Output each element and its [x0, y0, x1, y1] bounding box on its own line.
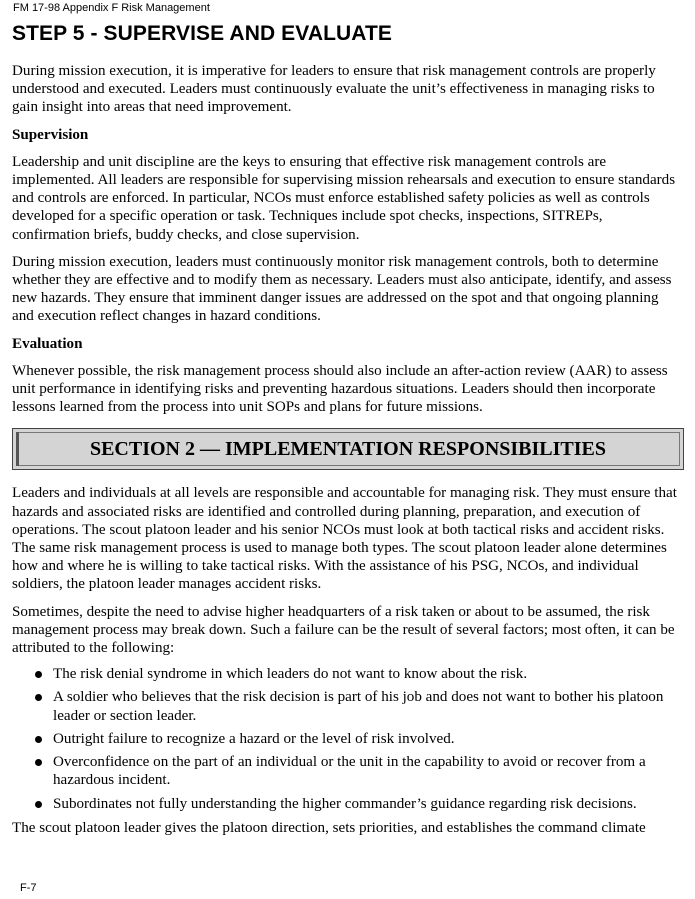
- section-banner-bar: [16, 432, 19, 466]
- step-title: STEP 5 - SUPERVISE AND EVALUATE: [12, 22, 393, 45]
- list-item-text: The risk denial syndrome in which leaders do not want to know about the risk.: [53, 666, 528, 683]
- evaluation-heading: Evaluation: [12, 335, 83, 352]
- section-title: SECTION 2 — IMPLEMENTATION RESPONSIBILITIES: [89, 438, 607, 461]
- page-number: F-7: [20, 882, 37, 894]
- supervision-heading: Supervision: [12, 126, 89, 143]
- list-item: [53, 795, 684, 813]
- bullet-icon: [35, 671, 42, 678]
- section2-paragraph-1: Leaders and individuals at all levels are responsible and accountable for managing risk. They must ensure that hazards and associated risks are identified and controlled during planning, preparation, and execution of operations. The scout platoon leader and his senior NCOs must look at both tactical risks and accident risks. The same risk management process is used to manage both types. The scout platoon leader alone determines how and where he is willing to take tactical risks. With the assistance of his PSG, NCOs, and individual soldiers, the platoon leader manages accident risks.: [12, 485, 677, 593]
- supervision-paragraph-1: Leadership and unit discipline are the keys to ensuring that effective risk management controls are implemented. All leaders are responsible for supervising mission rehearsals and execution to ensure standards and controls are enforced. In particular, NCOs must enforce established safety policies as well as controls developed for a specific operation or task. Techniques include spot checks, inspections, SITREPs, confirmation briefs, buddy checks, and close supervision.: [12, 153, 676, 243]
- bullet-icon: [35, 801, 42, 808]
- intro-paragraph: During mission execution, it is imperative for leaders to ensure that risk management controls are properly understood and executed. Leaders must continuously evaluate the unit’s effectiveness in managing risks to gain insight into areas that need improvement.: [12, 63, 656, 116]
- list-item: [53, 688, 684, 724]
- bullet-icon: [35, 736, 42, 743]
- list-item: [53, 753, 684, 789]
- supervision-paragraph-2: During mission execution, leaders must continuously monitor risk management controls, both to determine whether they are effective and to modify them as necessary. Leaders must also anticipate, identify, and assess new hazards. They ensure that imminent danger issues are addressed on the spot and that ongoing planning and execution reflect changes in hazard conditions.: [12, 253, 672, 325]
- section2-paragraph-3: The scout platoon leader gives the platoon direction, sets priorities, and establishes the command climate: [12, 819, 646, 836]
- list-item: [53, 665, 684, 683]
- list-item: [53, 730, 684, 748]
- section2-paragraph-2: Sometimes, despite the need to advise higher headquarters of a risk taken or about to be assumed, the risk management process may break down. Such a failure can be the result of several factors; most often, it can be attributed to the following:: [12, 603, 675, 657]
- list-item-text: A soldier who believes that the risk decision is part of his job and does not want to bother his platoon leader or section leader.: [53, 689, 664, 724]
- evaluation-paragraph: Whenever possible, the risk management process should also include an after-action review (AAR) to assess unit performance in identifying risks and preventing hazardous situations. Leaders should then incorporate lessons learned from the process into unit SOPs and plans for future missions.: [12, 362, 668, 416]
- list-item-text: Overconfidence on the part of an individual or the unit in the capability to avoid or recover from a hazardous incident.: [53, 754, 646, 789]
- document-body: [12, 62, 684, 846]
- bullet-icon: [35, 694, 42, 701]
- running-head: FM 17-98 Appendix F Risk Management: [13, 2, 210, 14]
- section-banner: [12, 428, 684, 470]
- list-item-text: Subordinates not fully understanding the higher commander’s guidance regarding risk decisions.: [53, 795, 637, 812]
- bullet-icon: [35, 759, 42, 766]
- list-item-text: Outright failure to recognize a hazard or the level of risk involved.: [53, 730, 455, 747]
- failure-factors-list: [12, 665, 684, 812]
